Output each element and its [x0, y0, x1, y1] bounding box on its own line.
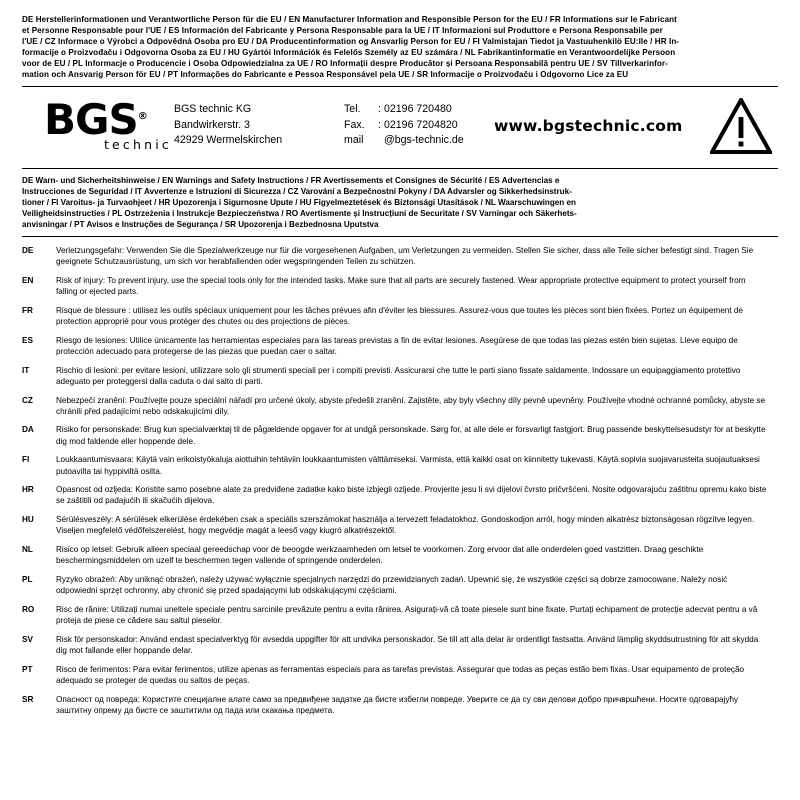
- tel-label: Tel.: [344, 103, 361, 116]
- instruction-text: Loukkaantumisvaara: Käytä vain erikoistyökaluja aiottuihin tehtäviin loukkaantumisten välttämiseksi. Varmista, että kaikki osat on kiinnitetty tukevasti. Käytä sopivia suojavarusteita suojautuaksesi putoavilta tai hyppiviltä osilta.: [56, 455, 760, 476]
- heading-line: DE Herstellerinformationen und Verantwortliche Person für die EU / EN Manufacturer Information and Responsible Person for the EU / FR Informations sur le Fabricant: [22, 15, 677, 24]
- heading-line: et Personne Responsable pour l'UE / ES Información del Fabricante y Persona Responsable para la UE / IT Informazioni sul Produttore e Persona Responsabile per: [22, 26, 663, 36]
- heading-line: voor de EU / PL Informacje o Producencie i Osoba Odpowiedzialna za UE / RO Informații despre Producător și Persoana Responsabilă pentru UE / SV Tillverkarinfor-: [22, 59, 668, 69]
- contact-row-fax: [344, 118, 494, 134]
- list-item: [22, 694, 778, 716]
- mail-value[interactable]: @bgs-technic.de: [384, 134, 464, 147]
- logo-wordmark: [44, 95, 148, 145]
- instruction-text: Risico op letsel: Gebruik alleen speciaal gereedschap voor de beoogde werkzaamheden om letsel te voorkomen. Zorg ervoor dat alle onderdelen goed vastzitten. Draag geschikte beschermingsmiddelen om uzelf te beschermen tegen vallende of springende onderdelen.: [56, 545, 704, 566]
- company-contact: [344, 102, 494, 149]
- language-code: HU: [22, 515, 34, 525]
- list-item: [22, 664, 778, 686]
- safety-instructions-list: [22, 237, 778, 716]
- warnings-heading-line: tioner / FI Varoitus- ja Turvaohjeet / HR Upozorenja i Sigurnosne Upute / HU Figyelmeztetések és Biztonsági Utasítások / NL Waarschuwingen en: [22, 197, 576, 207]
- list-item: [22, 514, 778, 536]
- fax-colon: :: [378, 118, 381, 131]
- bgs-logo: [22, 95, 174, 153]
- instruction-text: Опасност од повреда: Користите специјалне алате само за предвиђене задатке да бисте избегли повреде. Уверите се да су сви делови добро причвршћени. Носите одговарајућу заштитну опрему да бисте се заштитили од пада или скакања предмета.: [56, 694, 739, 715]
- list-item: [22, 454, 778, 476]
- instruction-text: Riesgo de lesiones: Utilice únicamente las herramientas especiales para las tareas previstas a fin de evitar lesiones. Asegúrese de que todas las piezas estén bien sujetas. Lleve equipo de protección adecuado para protegerse de las piezas que puedan caer o saltar.: [56, 335, 738, 356]
- language-code: PL: [22, 575, 33, 584]
- warnings-heading-line: anvisningar / PT Avisos e Instruções de Segurança / SR Upozorenja i Bezbednosna Uputstva: [22, 219, 379, 229]
- instruction-text: Opasnost od ozljeda: Koristite samo posebne alate za predviđene zadatke kako biste izbjegli ozljede. Provjerite jesu li svi dijelovi čvrsto pričvršćeni. Nosite odgovarajuću zaštitnu opremu kako biste se zaštitili od padajućih ili skačućih dijelova.: [56, 485, 767, 506]
- manufacturer-info-heading: [22, 14, 778, 81]
- company-city: 42929 Wermelskirchen: [174, 134, 283, 147]
- list-item: [22, 395, 778, 417]
- language-code: IT: [22, 365, 30, 375]
- instruction-text: Risk of injury: To prevent injury, use the special tools only for the intended tasks. Make sure that all parts are securely fastened. Wear appropriate protective equipment to protect yourself from falling or ejected parts.: [56, 275, 746, 297]
- language-code: NL: [22, 545, 33, 555]
- instruction-text: Risiko for personskade: Brug kun specialværktøj til de pågældende opgaver for at undgå personskade. Sørg for, at alle dele er forsvarligt fastgjort. Brug passende beskyttelsesudstyr for at beskytte dig mod faldende eller hoppende dele.: [56, 425, 766, 446]
- language-code: EN: [22, 275, 34, 285]
- company-street: Bandwirkerstr. 3: [174, 118, 250, 131]
- language-code: CZ: [22, 395, 33, 405]
- list-item: [22, 544, 778, 566]
- language-code: HR: [22, 485, 34, 495]
- mail-label: mail: [344, 134, 364, 147]
- instruction-text: Verletzungsgefahr: Verwenden Sie die Spezialwerkzeuge nur für die vorgesehenen Aufgaben, um Verletzungen zu vermeiden. Stellen Sie sicher, dass alle Teile sicher befestigt sind. Tragen Sie geeignete Schutzausrüstung, um sich vor herabfallenden oder wegspringenden Teilen zu schützen.: [56, 246, 754, 267]
- list-item: [22, 424, 778, 446]
- language-code: SR: [22, 694, 34, 704]
- fax-label: Fax.: [344, 118, 365, 131]
- warning-triangle-icon: [710, 98, 772, 154]
- language-code: FI: [22, 455, 30, 465]
- instruction-text: Risco de ferimentos: Para evitar ferimentos, utilize apenas as ferramentas especiais para as tarefas previstas. Assegurar que todas as peças estão bem fixas. Usar equipamento de proteção adequado se proteger de quedas ou saltos de peças.: [56, 664, 745, 685]
- instruction-text: Nebezpečí zranění: Používejte pouze speciální nářadí pro určené úkoly, abyste předešli zranění. Zajistěte, aby byly všechny díly pevně upevněny. Používejte vhodné ochranné pomůcky, abyste se chránili před padajícími nebo odskakujícími díly.: [56, 395, 766, 416]
- instruction-text: Risk för personskador: Använd endast specialverktyg för avsedda uppgifter för att undvika personskador. Se till att alla delar är ordentligt fastsatta. Använd lämplig skyddsutrustning för att skydda dig mot fallande eller hoppande delar.: [56, 634, 759, 656]
- list-item: [22, 604, 778, 626]
- language-code: ES: [22, 335, 33, 345]
- list-item: [22, 305, 778, 327]
- tel-value: 02196 720480: [384, 103, 452, 116]
- company-information-band: [22, 87, 778, 163]
- logo-subtext: technic: [103, 137, 172, 153]
- list-item: [22, 245, 778, 267]
- registered-trademark-icon: ®: [137, 111, 148, 123]
- contact-row-tel: [344, 102, 494, 118]
- list-item: [22, 484, 778, 506]
- warnings-heading: [22, 169, 778, 231]
- warnings-heading-line: Instrucciones de Seguridad / IT Avvertenze e Istruzioni di Sicurezza / CZ Varování a Bezpečnostní Pokyny / DA Advarsler og Sikkerhedsinstruk-: [22, 186, 572, 196]
- contact-row-mail[interactable]: [344, 133, 494, 149]
- list-item: [22, 275, 778, 297]
- warnings-heading-line: DE Warn- und Sicherheitshinweise / EN Warnings and Safety Instructions / FR Avertissements et Consignes de Sécurité / ES Advertencias e: [22, 175, 560, 185]
- fax-value: 02196 7204820: [384, 118, 458, 131]
- instruction-text: Rischio di lesioni: per evitare lesioni, utilizzare solo gli strumenti speciali per i compiti previsti. Assicurarsi che tutte le parti siano fissate saldamente. Indossare un equipaggiamento protettivo adeguato per proteggersi dalla caduta o dal salto di parti.: [56, 365, 741, 386]
- language-code: PT: [22, 664, 33, 674]
- list-item: [22, 335, 778, 357]
- language-code: DE: [22, 246, 34, 256]
- logo-text: BGS: [44, 95, 138, 145]
- warnings-heading-line: Veiligheidsinstructies / PL Ostrzeżenia i Instrukcje Bezpieczeństwa / RO Avertismente și Instrucțiuni de Securitate / SV Varningar och Säkerhets-: [22, 208, 577, 218]
- company-website[interactable]: www.bgstechnic.com: [494, 116, 683, 135]
- company-name: BGS technic KG: [174, 103, 252, 116]
- list-item: [22, 634, 778, 656]
- language-code: DA: [22, 425, 34, 435]
- warning-symbol-container: [682, 98, 778, 154]
- instruction-text: Risc de rănire: Utilizați numai uneltele speciale pentru sarcinile prevăzute pentru a evita rănirea. Asigurați-vă că toate piesele sunt bine fixate. Purtați echipament de protecție adecvat pentru a vă proteja de piese ce cădere sau saltul pieselor.: [56, 604, 758, 626]
- heading-line: mation och Ansvarig Person för EU / PT Informações do Fabricante e Pessoa Responsável pela UE / SR Informacije o Proizvođaču i Odgovorno Lice za EU: [22, 70, 629, 80]
- list-item: [22, 365, 778, 387]
- heading-line: formacije o Proizvođaču i Odgovorna Osoba za EU / HU Gyártói Információk és Felelős Személy az EU számára / NL Fabrikantinformatie en Verantwoordelijke Persoon: [22, 48, 676, 58]
- heading-line: l'UE / CZ Informace o Výrobci a Odpovědná Osoba pro EU / DA Producentinformation og Ansvarlig Person for EU / FI Valmistajan Tiedot ja Vastuuhenkilö EU:lle / HR In-: [22, 37, 680, 47]
- list-item: [22, 574, 778, 596]
- company-address: [174, 102, 344, 149]
- language-code: RO: [22, 604, 35, 614]
- language-code: FR: [22, 305, 33, 315]
- instruction-text: Sérülésveszély: A sérülések elkerülése érdekében csak a speciális szerszámokat használja a tervezett feladatokhoz. Gondoskodjon arról, hogy minden alkatrész biztonságosan rögzítve legyen. Viseljen megfelelő védőfelszerelést, hogy megvédje magát a leeső vagy kiugró alkatrészektől.: [56, 515, 755, 536]
- instruction-text: Ryzyko obrażeń: Aby uniknąć obrażeń, należy używać wyłącznie specjalnych narzędzi do przewidzianych zadań. Upewnić się, że wszystkie części są dobrze zamocowane. Należy nosić odpowiedni sprzęt ochronny, aby chronić się przed spadającymi lub odskakującymi częściami.: [56, 575, 728, 596]
- language-code: SV: [22, 634, 33, 644]
- tel-colon: :: [378, 103, 381, 116]
- instruction-text: Risque de blessure : utilisez les outils spéciaux uniquement pour les tâches prévues afin d'éviter les blessures. Assurez-vous que toutes les pièces sont bien fixées. Portez un équipement de protection approprié pour vous protéger des chutes ou des projections de pièces.: [56, 305, 743, 327]
